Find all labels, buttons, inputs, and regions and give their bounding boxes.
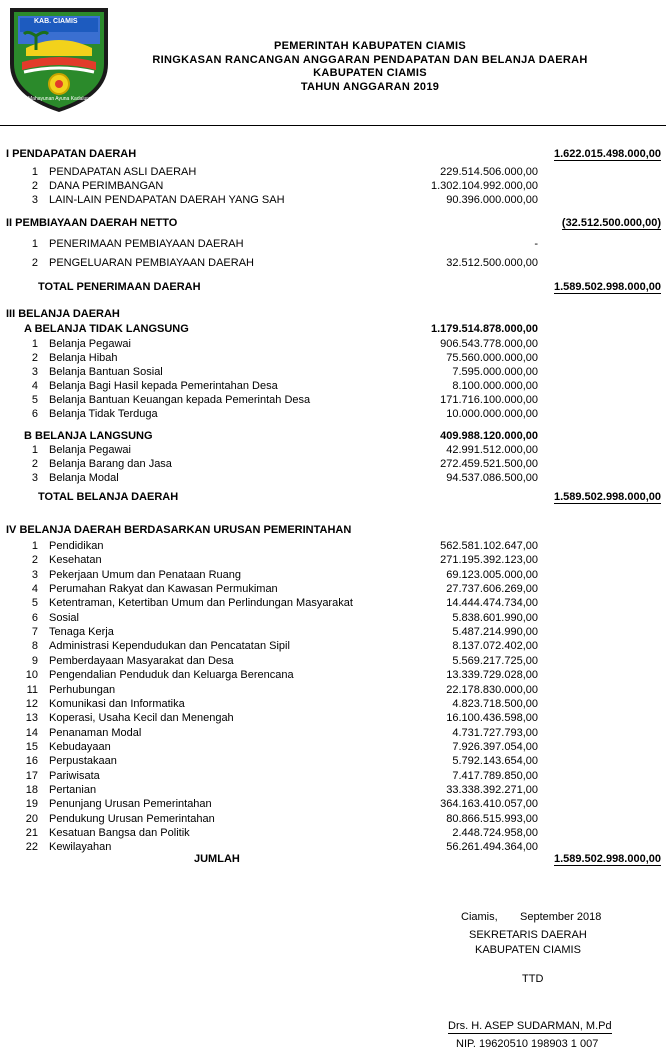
row-number: 9: [31, 654, 38, 667]
signature-place: Ciamis,: [461, 911, 498, 923]
row-number: 10: [25, 669, 38, 682]
row-number: 6: [31, 611, 38, 624]
table-row: [0, 569, 666, 583]
table-row: [0, 712, 666, 726]
row-label: Pendidikan: [49, 540, 104, 552]
table-row: [0, 784, 666, 798]
row-label: Perhubungan: [49, 683, 116, 696]
row-number: 1: [31, 540, 38, 552]
table-row: 6 Belanja Tidak Terduga 10.000.000.000,00: [31, 408, 538, 420]
jumlah-row: [0, 853, 666, 867]
signature-title2: KABUPATEN CIAMIS: [475, 944, 581, 956]
subsection-total: 1.179.514.878.000,00: [430, 323, 538, 335]
row-value: 16.100.436.598,00: [446, 712, 538, 725]
row-value: 33.338.392.271,00: [446, 783, 538, 796]
table-row: [0, 813, 666, 827]
row-number: 20: [25, 812, 38, 825]
row-value: 4.823.718.500,00: [452, 697, 538, 710]
subsection-btl: [0, 323, 666, 337]
table-row: [0, 798, 666, 812]
row-label: Ketentraman, Ketertiban Umum dan Perlindungan Masyarakat: [49, 597, 353, 610]
row-number: 22: [25, 841, 38, 854]
row-label: Perumahan Rakyat dan Kawasan Permukiman: [49, 583, 278, 596]
section-urusan: [0, 524, 666, 538]
logo-top-text: KAB. CIAMIS: [34, 18, 78, 25]
section-pembiayaan: [0, 217, 666, 231]
row-label: Penunjang Urusan Pemerintahan: [49, 798, 212, 811]
row-number: 11: [26, 683, 38, 696]
total-label: TOTAL PENERIMAAN DAERAH: [38, 281, 201, 293]
row-value: 69.123.005.000,00: [446, 568, 538, 581]
table-row: 3 Belanja Modal 94.537.086.500,00: [31, 472, 538, 484]
row-value: 7.926.397.054,00: [452, 740, 538, 753]
section-title: I PENDAPATAN DAERAH: [6, 148, 137, 160]
table-row: [0, 755, 666, 769]
row-value: 4.731.727.793,00: [452, 726, 538, 739]
table-row: [0, 612, 666, 626]
row-number: 17: [25, 769, 38, 782]
table-row: [0, 770, 666, 784]
section-total: (32.512.500.000,00): [561, 217, 661, 229]
row-number: 3: [31, 568, 38, 581]
row-value: 364.163.410.057,00: [440, 798, 538, 811]
table-row: 2 DANA PERIMBANGAN 1.302.104.992.000,00: [31, 180, 538, 192]
header-line4: TAHUN ANGGARAN 2019: [300, 81, 440, 93]
row-value: 2.448.724.958,00: [452, 827, 538, 839]
row-number: 16: [25, 755, 38, 768]
table-row: [0, 741, 666, 755]
row-value: 5.487.214.990,00: [452, 626, 538, 639]
row-value: 7.417.789.850,00: [452, 769, 538, 782]
total-belanja-row: [0, 491, 666, 505]
header-line1: PEMERINTAH KABUPATEN CIAMIS: [273, 40, 467, 52]
row-value: 27.737.606.269,00: [446, 583, 538, 596]
row-number: 2: [31, 554, 38, 567]
table-row: 3 Belanja Bantuan Sosial 7.595.000.000,00: [31, 366, 538, 378]
subsection-total: 409.988.120.000,00: [440, 430, 538, 442]
row-value: 56.261.494.364,00: [446, 841, 538, 854]
row-value: 271.195.392.123,00: [440, 554, 538, 567]
table-row: 1 Belanja Pegawai 906.543.778.000,00: [31, 338, 538, 350]
row-value: 5.792.143.654,00: [452, 755, 538, 768]
table-row: [0, 597, 666, 611]
row-value: 562.581.102.647,00: [440, 540, 538, 552]
subsection-bl: [0, 430, 666, 444]
row-label: Administrasi Kependudukan dan Pencatatan Sipil: [49, 640, 290, 653]
row-number: 19: [25, 798, 38, 811]
row-number: 7: [31, 626, 38, 639]
row-label: Kewilayahan: [49, 841, 112, 854]
table-row: [0, 640, 666, 654]
row-label: Pengendalian Penduduk dan Keluarga Berencana: [49, 669, 294, 682]
row-value: 5.838.601.990,00: [452, 611, 538, 624]
row-label: Pendukung Urusan Pemerintahan: [49, 812, 215, 825]
ciamis-logo: [6, 4, 112, 114]
table-row: 1 Belanja Pegawai 42.991.512.000,00: [31, 444, 538, 456]
row-label: Pekerjaan Umum dan Penataan Ruang: [49, 568, 242, 581]
logo-motto-text: Mahayunan Ayuna Kadaluran: [28, 96, 94, 102]
row-label: Pariwisata: [49, 769, 100, 782]
table-row: 2 Belanja Hibah 75.560.000.000,00: [31, 352, 538, 364]
signatory-nip: NIP. 19620510 198903 1 007: [456, 1038, 599, 1050]
row-label: Tenaga Kerja: [49, 626, 114, 639]
row-value: 14.444.474.734,00: [446, 597, 538, 610]
table-row: [0, 684, 666, 698]
row-number: 12: [25, 697, 38, 710]
row-label: Pemberdayaan Masyarakat dan Desa: [49, 654, 234, 667]
jumlah-label: JUMLAH: [194, 853, 240, 865]
section-title: III BELANJA DAERAH: [6, 308, 120, 320]
row-value: 80.866.515.993,00: [446, 812, 538, 825]
total-value: 1.589.502.998.000,00: [553, 281, 661, 293]
total-value: 1.589.502.998.000,00: [553, 491, 661, 503]
table-row: 2 PENGELUARAN PEMBIAYAAN DAERAH 32.512.500.000,00: [31, 257, 538, 269]
total-penerimaan-row: [0, 281, 666, 295]
table-row: [0, 655, 666, 669]
table-row: 1 PENERIMAAN PEMBIAYAAN DAERAH -: [31, 238, 538, 250]
row-value: 22.178.830.000,00: [446, 683, 538, 696]
signatory-name: Drs. H. ASEP SUDARMAN, M.Pd: [448, 1020, 612, 1032]
row-label: Kesehatan: [49, 554, 102, 567]
section-pendapatan: [0, 148, 666, 162]
row-label: Penanaman Modal: [49, 726, 142, 739]
row-number: 8: [31, 640, 38, 653]
row-value: 8.137.072.402,00: [452, 640, 538, 653]
row-number: 13: [25, 712, 38, 725]
row-value: 5.569.217.725,00: [452, 654, 538, 667]
row-number: 15: [25, 740, 38, 753]
table-row: [0, 554, 666, 568]
table-row: [0, 583, 666, 597]
section-title: IV BELANJA DAERAH BERDASARKAN URUSAN PEMERINTAHAN: [6, 524, 352, 536]
table-row: 1 PENDAPATAN ASLI DAERAH 229.514.506.000,00: [31, 166, 538, 178]
row-label: Kebudayaan: [49, 740, 111, 753]
table-row: [0, 669, 666, 683]
row-number: 14: [25, 726, 38, 739]
table-row: [0, 540, 666, 554]
section-title: II PEMBIAYAAN DAERAH NETTO: [6, 217, 178, 229]
table-row: [0, 626, 666, 640]
row-number: 18: [25, 783, 38, 796]
section-belanja: [0, 308, 666, 322]
subsection-title: B BELANJA LANGSUNG: [24, 430, 153, 442]
total-label: TOTAL BELANJA DAERAH: [38, 491, 179, 503]
row-label: Perpustakaan: [49, 755, 117, 768]
table-row: [0, 698, 666, 712]
table-row: 5 Belanja Bantuan Keuangan kepada Pemerintah Desa 171.716.100.000,00: [31, 394, 538, 406]
section-total: 1.622.015.498.000,00: [553, 148, 661, 160]
jumlah-value: 1.589.502.998.000,00: [553, 853, 661, 865]
table-row: 2 Belanja Barang dan Jasa 272.459.521.500,00: [31, 458, 538, 470]
table-row: [0, 727, 666, 741]
top-rule: [0, 125, 666, 126]
table-row: 3 LAIN-LAIN PENDAPATAN DAERAH YANG SAH 90.396.000.000,00: [31, 194, 538, 206]
signature-title1: SEKRETARIS DAERAH: [469, 929, 587, 941]
row-number: 5: [31, 597, 38, 610]
header-line2: RINGKASAN RANCANGAN ANGGARAN PENDAPATAN DAN BELANJA DAERAH: [152, 54, 588, 66]
table-row: 4 Belanja Bagi Hasil kepada Pemerintahan Desa 8.100.000.000,00: [31, 380, 538, 392]
header-line3: KABUPATEN CIAMIS: [313, 67, 427, 79]
row-number: 21: [25, 827, 38, 839]
row-label: Sosial: [49, 611, 79, 624]
row-label: Pertanian: [49, 783, 97, 796]
row-label: Komunikasi dan Informatika: [49, 697, 185, 710]
row-value: 13.339.729.028,00: [446, 669, 538, 682]
signature-ttd: TTD: [522, 973, 544, 985]
table-row: [0, 827, 666, 841]
subsection-title: A BELANJA TIDAK LANGSUNG: [24, 323, 189, 335]
row-number: 4: [31, 583, 38, 596]
signature-date: September 2018: [520, 911, 602, 923]
row-label: Kesatuan Bangsa dan Politik: [49, 827, 190, 839]
row-label: Koperasi, Usaha Kecil dan Menengah: [49, 712, 234, 725]
